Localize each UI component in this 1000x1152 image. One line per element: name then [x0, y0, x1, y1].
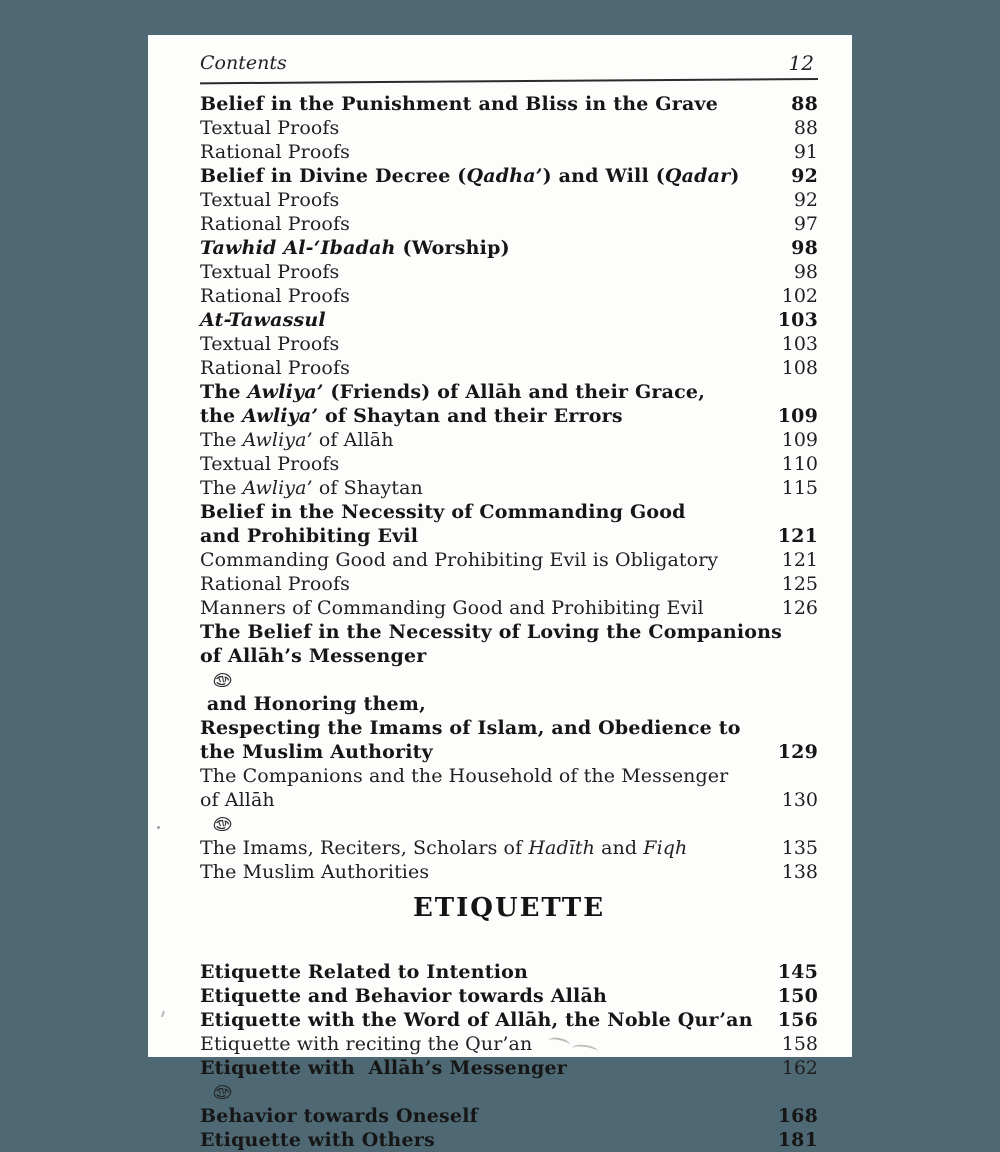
- scan-speck: [157, 826, 160, 829]
- toc-entry-text: of Allāh’s Messenger and Honoring them,: [200, 645, 434, 715]
- toc-page-number: 162: [781, 1057, 818, 1079]
- toc-entry-text: Rational Proofs: [200, 141, 350, 163]
- toc-entry-text: Belief in the Necessity of Commanding Good: [200, 501, 686, 523]
- toc-row: [200, 572, 818, 596]
- toc-row: [200, 836, 818, 860]
- toc-page-number: 103: [781, 333, 818, 355]
- toc-entry-text: The Imams, Reciters, Scholars of Hadīth and Fiqh: [200, 837, 688, 859]
- toc-row: [200, 452, 818, 476]
- toc-row: [200, 1104, 818, 1128]
- toc-row: [200, 260, 818, 284]
- toc-page-number: 138: [781, 861, 818, 883]
- toc-row: [200, 188, 818, 212]
- toc-page-number: 126: [781, 597, 818, 619]
- toc-row: [200, 500, 818, 524]
- toc-row: [200, 284, 818, 308]
- toc-page-number: 109: [777, 405, 818, 427]
- toc-row: [200, 960, 818, 984]
- toc-entry-text: Etiquette with Others: [200, 1129, 435, 1151]
- toc-page-number: 102: [781, 285, 818, 307]
- toc-row: [200, 308, 818, 332]
- toc-row: [200, 116, 818, 140]
- toc-content: [148, 35, 852, 1152]
- toc-row: [200, 164, 818, 188]
- toc-entry-text: Textual Proofs: [200, 453, 340, 475]
- toc-entry-text: Respecting the Imams of Islam, and Obedience to: [200, 717, 741, 739]
- toc-entry-text: Behavior towards Oneself: [200, 1105, 478, 1127]
- toc-entry-text: Commanding Good and Prohibiting Evil is Obligatory: [200, 549, 719, 571]
- toc-entry-text: Tawhid Al-‘Ibadah (Worship): [200, 237, 510, 259]
- toc-section-etiquette: [200, 960, 818, 1152]
- toc-page-number: 145: [777, 961, 818, 983]
- toc-page-number: 129: [777, 741, 818, 763]
- toc-page-number: 91: [793, 141, 818, 163]
- toc-entry-text: Textual Proofs: [200, 189, 340, 211]
- toc-row: [200, 1056, 818, 1104]
- toc-page-number: 98: [793, 261, 818, 283]
- toc-page-number: 121: [781, 549, 818, 571]
- toc-entry-text: Rational Proofs: [200, 573, 350, 595]
- toc-entry-text: Belief in the Punishment and Bliss in the Grave: [200, 93, 718, 115]
- toc-row: [200, 984, 818, 1008]
- toc-entry-text: of Allāh: [200, 788, 762, 836]
- toc-page-number: 156: [777, 1009, 818, 1031]
- toc-entry-text: Manners of Commanding Good and Prohibiting Evil: [200, 597, 704, 619]
- toc-row: [200, 788, 818, 836]
- toc-page-number: 88: [791, 93, 818, 115]
- toc-row: [200, 92, 818, 116]
- toc-page-number: 168: [777, 1105, 818, 1127]
- toc-page-number: 130: [781, 789, 818, 811]
- toc-page-number: 121: [777, 525, 818, 547]
- toc-page-number: 97: [793, 213, 818, 235]
- toc-row: [200, 644, 818, 716]
- toc-entry-text: The Awliya’ of Shaytan: [200, 477, 423, 499]
- toc-row: [200, 1128, 818, 1152]
- toc-row: [200, 428, 818, 452]
- toc-entry-text: Textual Proofs: [200, 117, 340, 139]
- toc-row: [200, 212, 818, 236]
- toc-entry-text: Etiquette and Behavior towards Allāh: [200, 985, 607, 1007]
- toc-entry-text: Textual Proofs: [200, 261, 340, 283]
- toc-row: [200, 524, 818, 548]
- toc-entry-text: Etiquette with the Word of Allāh, the Noble Qur’an: [200, 1009, 753, 1031]
- section-heading-etiquette: ETIQUETTE: [412, 893, 606, 923]
- toc-row: [200, 356, 818, 380]
- toc-entry-text: The Companions and the Household of the Messenger: [200, 765, 729, 787]
- sallallahu-calligraphy-icon: [212, 1083, 232, 1101]
- sallallahu-calligraphy-icon: [212, 671, 232, 689]
- toc-row: [200, 1032, 818, 1056]
- toc-page-number: 135: [781, 837, 818, 859]
- sallallahu-calligraphy-icon: [212, 815, 232, 833]
- toc-row: [200, 404, 818, 428]
- toc-entry-text: The Awliya’ of Allāh: [200, 429, 394, 451]
- toc-page-number: 158: [781, 1033, 818, 1055]
- toc-page-number: 103: [777, 309, 818, 331]
- toc-page-number: 115: [781, 477, 818, 499]
- toc-page-number: 125: [781, 573, 818, 595]
- toc-entry-text: the Awliya’ of Shaytan and their Errors: [200, 405, 623, 427]
- toc-entry-text: Etiquette with reciting the Qur’an: [200, 1033, 533, 1055]
- toc-row: [200, 236, 818, 260]
- toc-row: [200, 1008, 818, 1032]
- toc-entry-text: Textual Proofs: [200, 333, 340, 355]
- toc-row: [200, 140, 818, 164]
- toc-page-number: 98: [791, 237, 818, 259]
- toc-row: [200, 764, 818, 788]
- toc-page-number: 110: [781, 453, 818, 475]
- toc-page-number: 92: [793, 189, 818, 211]
- toc-entry-text: and Prohibiting Evil: [200, 525, 419, 547]
- toc-row: [200, 740, 818, 764]
- page-number: 12: [788, 51, 814, 75]
- toc-entry-text: The Muslim Authorities: [200, 861, 430, 883]
- toc-entry-text: the Muslim Authority: [200, 741, 433, 763]
- toc-section-aqidah: [200, 92, 818, 884]
- toc-entry-text: At-Tawassul: [200, 309, 326, 331]
- toc-row: [200, 716, 818, 740]
- toc-entry-text: Rational Proofs: [200, 357, 350, 379]
- toc-row: [200, 332, 818, 356]
- toc-page-number: 181: [777, 1129, 818, 1151]
- toc-page-number: 109: [781, 429, 818, 451]
- toc-entry-text: Belief in Divine Decree (Qadha’) and Will (Qadar): [200, 165, 740, 187]
- toc-entry-text: Rational Proofs: [200, 213, 350, 235]
- toc-page-number: 88: [793, 117, 818, 139]
- toc-row: [200, 380, 818, 404]
- toc-page-number: 108: [781, 357, 818, 379]
- toc-row: [200, 476, 818, 500]
- toc-row: [200, 860, 818, 884]
- toc-page-number: 92: [791, 165, 818, 187]
- toc-entry-text: Rational Proofs: [200, 285, 350, 307]
- toc-row: [200, 620, 818, 644]
- toc-entry-text: The Belief in the Necessity of Loving the Companions: [200, 621, 783, 643]
- toc-page-number: 150: [777, 985, 818, 1007]
- toc-row: [200, 596, 818, 620]
- header-rule: [200, 78, 818, 84]
- toc-entry-text: Etiquette Related to Intention: [200, 961, 529, 983]
- page-header: [200, 51, 818, 75]
- toc-entry-text: The Awliya’ (Friends) of Allāh and their Grace,: [200, 381, 706, 403]
- toc-entry-text: Etiquette with Allāh’s Messenger: [200, 1056, 762, 1104]
- toc-row: [200, 548, 818, 572]
- book-page: [148, 35, 852, 1151]
- running-header-title: Contents: [200, 52, 287, 74]
